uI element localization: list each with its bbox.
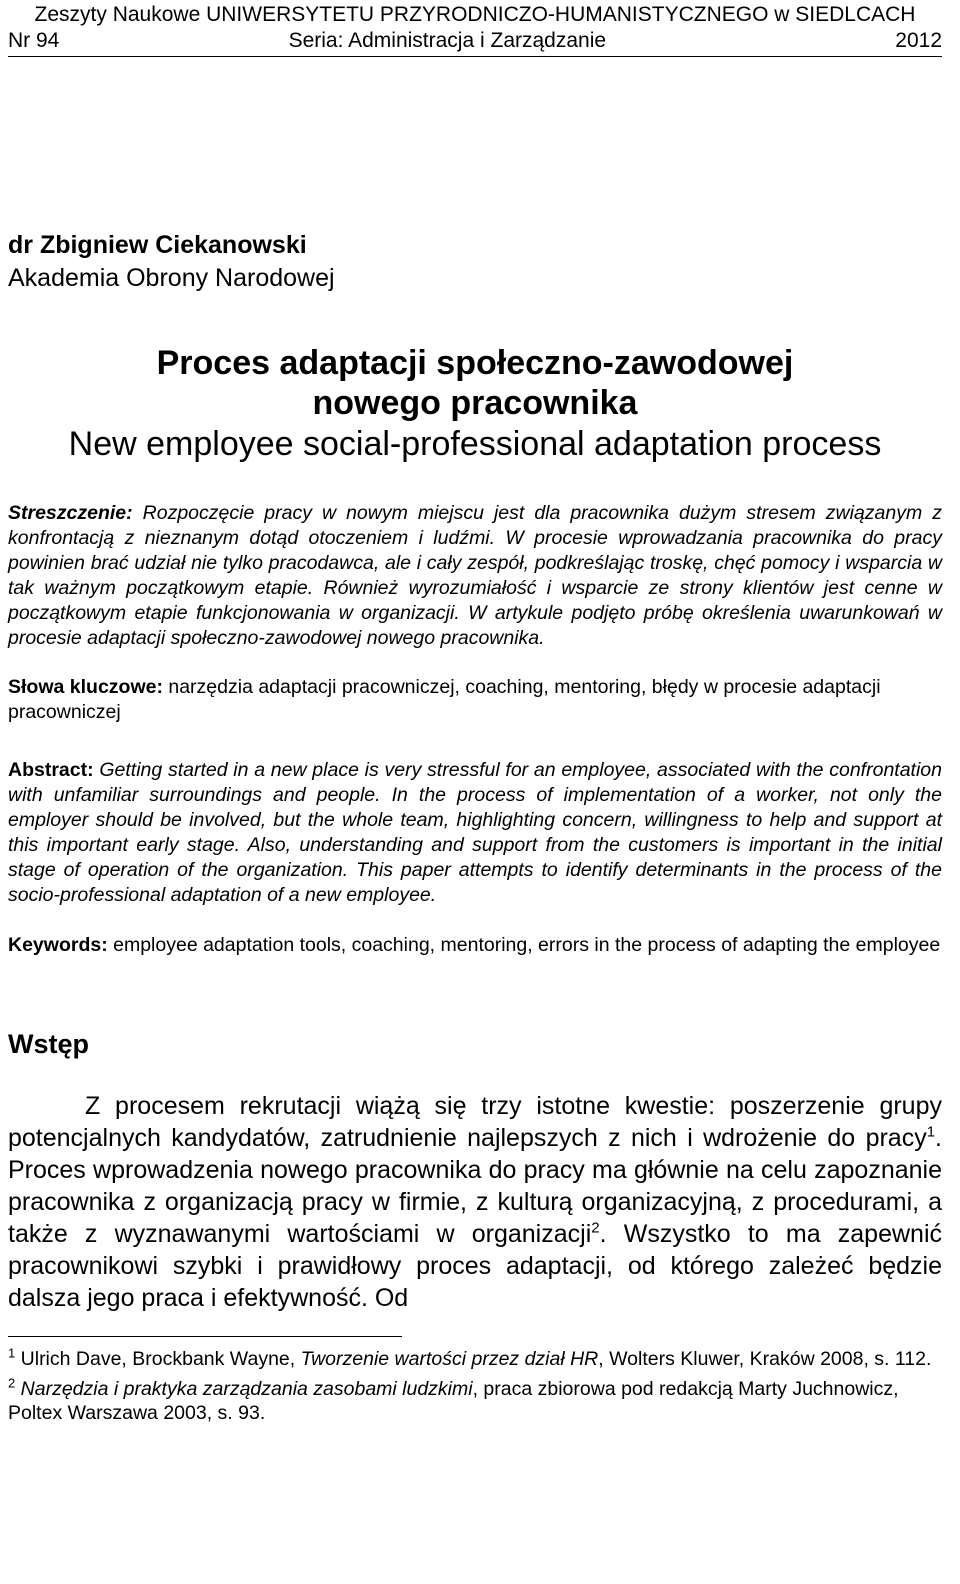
footnote-divider bbox=[8, 1336, 402, 1337]
body-part2: . Proces wprowadzenia nowego pracownika do pracy ma głównie na celu zapoznanie pracownika z organizacją pracy w firmie, z kulturą organizacyjną, z procedurami, a także z wyznawanymi wartościami w organizacji bbox=[8, 1124, 942, 1248]
keywords-en-label: Keywords: bbox=[8, 934, 108, 956]
keywords-en-text: employee adaptation tools, coaching, mentoring, errors in the process of adapting the employee bbox=[107, 934, 941, 956]
keywords-pl-label: Słowa kluczowe: bbox=[8, 676, 163, 698]
section-heading: Wstęp bbox=[8, 1029, 89, 1059]
abstract-en-label: Abstract: bbox=[8, 759, 94, 781]
keywords-pl bbox=[8, 675, 942, 725]
paper-page bbox=[8, 0, 942, 1431]
footnote-text: , Wolters Kluwer, Kraków 2008, s. 112. bbox=[598, 1348, 932, 1370]
series-name: Seria: Administracja i Zarządzanie bbox=[288, 29, 607, 52]
keywords-en bbox=[8, 933, 942, 958]
issue-year: 2012 bbox=[895, 29, 942, 52]
running-header bbox=[8, 0, 942, 57]
title-block bbox=[8, 343, 942, 465]
footnote-ref-2[interactable]: 2 bbox=[591, 1219, 600, 1237]
author-block bbox=[8, 229, 942, 295]
footnote-number: 2 bbox=[8, 1375, 16, 1391]
issue-number: Nr 94 bbox=[8, 29, 60, 52]
footnote-number: 1 bbox=[8, 1345, 16, 1361]
abstract-en bbox=[8, 758, 942, 908]
abstract-pl-label: Streszczenie: bbox=[8, 502, 133, 524]
abstract-pl-text: Rozpoczęcie pracy w nowym miejscu jest dla pracownika dużym stresem związanym z konfrontacją z nieznanym dotąd otoczeniem i ludźmi. W procesie wprowadzania pracownika do pracy powinien brać udział nie tylko pracodawca, ale i cały zespół, podkreślając troskę, chęć pomocy i wsparcia w tak ważnym początkowym etapie. Również wyrozumiałość i wsparcie ze strony klientów jest cenne w początkowym etapie funkcjonowania w organizacji. W artykule podjęto próbę określenia uwarunkowań w procesie adaptacji społeczno-zawodowej nowego pracownika. bbox=[8, 502, 942, 649]
footnote-2 bbox=[8, 1377, 942, 1425]
abstract-pl bbox=[8, 501, 942, 651]
journal-name: Zeszyty Naukowe UNIWERSYTETU PRZYRODNICZO-HUMANISTYCZNEGO w SIEDLCACH bbox=[34, 3, 916, 26]
issue-line bbox=[8, 28, 942, 54]
body-part3: . Wszystko to ma zapewnić pracownikowi szybki i prawidłowy proces adaptacji, od którego zależeć będzie dalsza jego praca i efektywność. Od bbox=[8, 1220, 942, 1312]
footnote-text: , praca zbiorowa pod redakcją Marty Juchnowicz, Poltex Warszawa 2003, s. 93. bbox=[8, 1378, 899, 1424]
author-name: dr Zbigniew Ciekanowski bbox=[8, 231, 307, 259]
footnote-title: Narzędzia i praktyka zarządzania zasobami ludzkimi bbox=[20, 1378, 473, 1400]
footnotes bbox=[8, 1347, 942, 1425]
body-paragraph bbox=[8, 1090, 942, 1314]
keywords-pl-text: narzędzia adaptacji pracowniczej, coaching, mentoring, błędy w procesie adaptacji pracowniczej bbox=[8, 676, 881, 723]
footnote-1 bbox=[8, 1347, 942, 1371]
footnote-title: Tworzenie wartości przez dział HR bbox=[300, 1348, 599, 1370]
title-pl-line1: Proces adaptacji społeczno-zawodowej bbox=[156, 344, 794, 382]
body-part1: Z procesem rekrutacji wiążą się trzy istotne kwestie: poszerzenie grupy potencjalnych kandydatów, zatrudnienie najlepszych z nich i wdrożenie do pracy bbox=[8, 1092, 942, 1152]
title-en: New employee social-professional adaptation process bbox=[68, 425, 882, 463]
footnote-ref-1[interactable]: 1 bbox=[926, 1123, 936, 1141]
abstract-en-text: Getting started in a new place is very stressful for an employee, associated with the confrontation with unfamiliar surroundings and people. In the process of implementation of a worker, not only the employer should be involved, but the whole team, highlighting concern, willingness to help and support at this important early stage. Also, understanding and support from the customers is important in the initial stage of operation of the organization. This paper attempts to identify determinants in the process of the socio-professional adaptation of a new employee. bbox=[8, 759, 942, 906]
title-pl-line2: nowego pracownika bbox=[312, 384, 638, 422]
footnote-text: Ulrich Dave, Brockbank Wayne, bbox=[15, 1348, 301, 1370]
author-affiliation: Akademia Obrony Narodowej bbox=[8, 264, 335, 292]
